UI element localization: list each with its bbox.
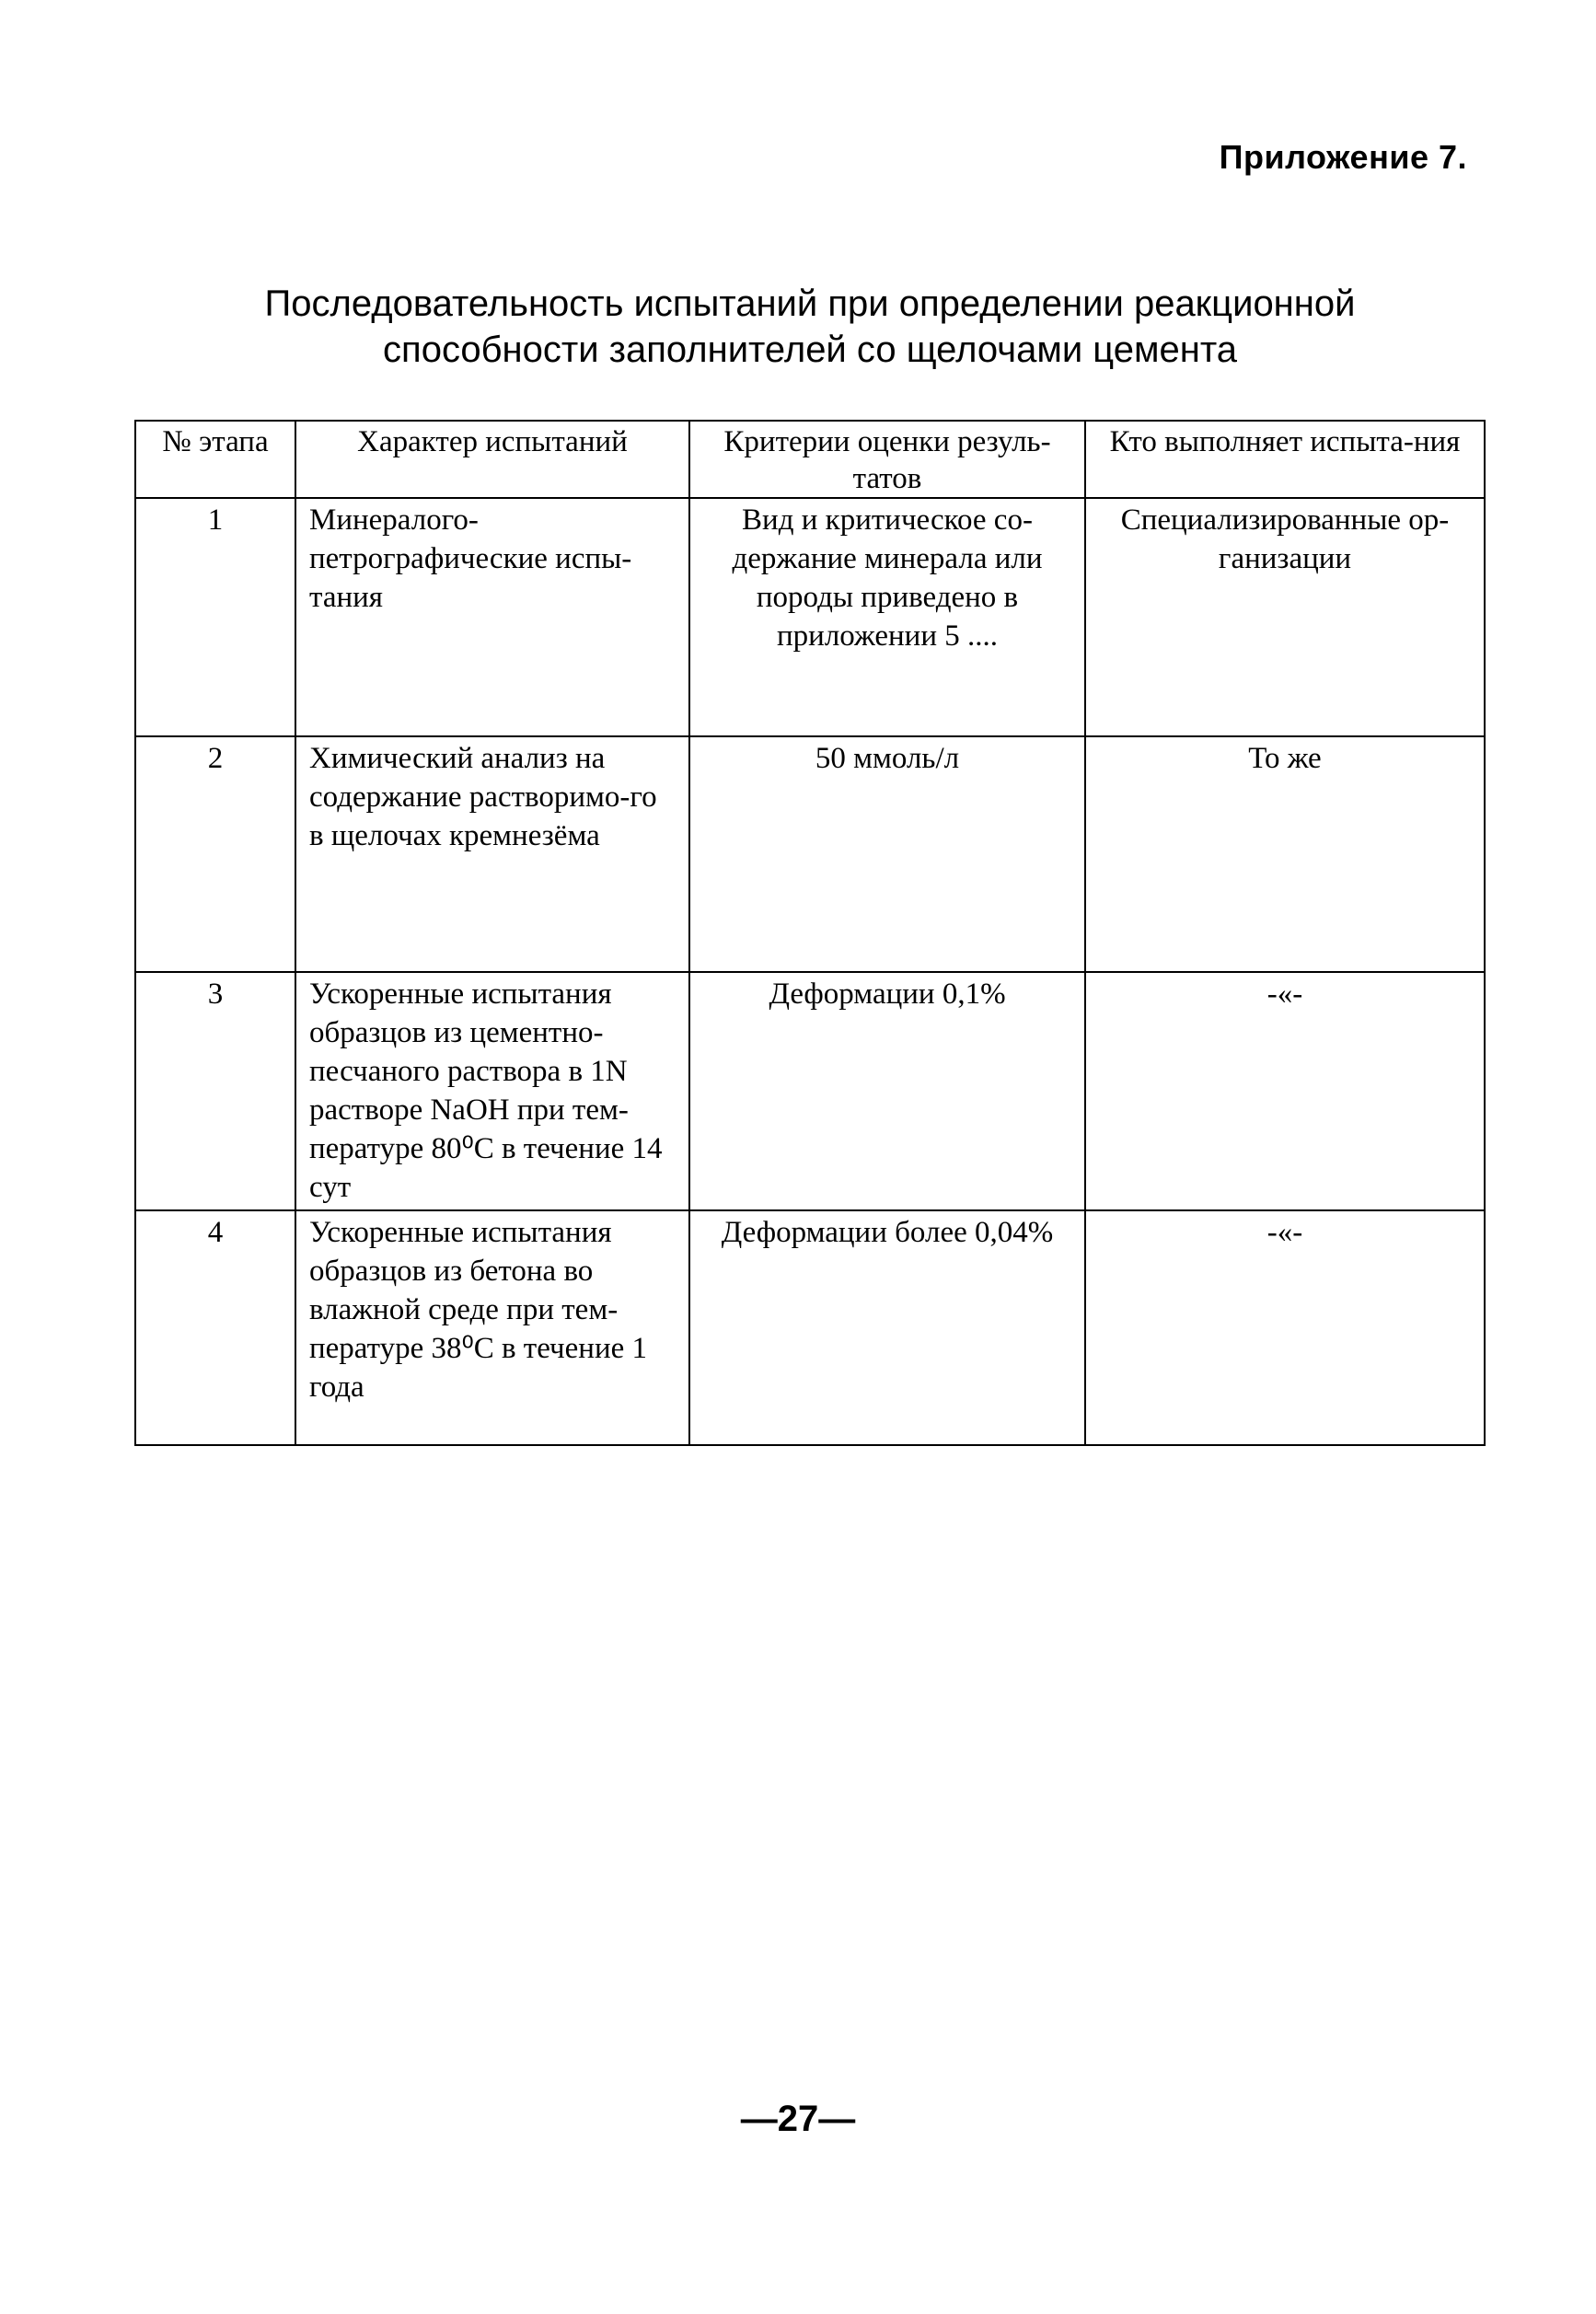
page-number: —27— [740, 2099, 856, 2139]
column-header-performer: Кто выполняет испыта-ния [1085, 421, 1485, 498]
test-character-cell: Ускоренные испытания образцов из цементно-песчаного раствора в 1N растворе NaOH при тем-пературе 80⁰С в течение 14 сут [295, 972, 689, 1210]
table-row [135, 972, 1485, 1210]
test-character-cell: Минералого-петрографические испы-тания [295, 498, 689, 736]
performer-cell: -«- [1085, 1210, 1485, 1445]
column-header-stage-number: № этапа [135, 421, 295, 498]
document-title [129, 281, 1491, 373]
stage-number-cell: 4 [135, 1210, 295, 1445]
table-header-row [135, 421, 1485, 498]
evaluation-criteria-cell: Деформации более 0,04% [689, 1210, 1085, 1445]
performer-cell: -«- [1085, 972, 1485, 1210]
test-character-cell: Ускоренные испытания образцов из бетона во влажной среде при тем-пературе 38⁰С в течение 1 года [295, 1210, 689, 1445]
performer-cell: То же [1085, 736, 1485, 972]
test-sequence-table [134, 420, 1486, 1446]
appendix-label: Приложение 7. [1219, 138, 1467, 176]
test-character-cell: Химический анализ на содержание растворимо-го в щелочах кремнезёма [295, 736, 689, 972]
document-title-line-2: способности заполнителей со щелочами цемента [383, 330, 1237, 370]
table-row [135, 498, 1485, 736]
table-row [135, 736, 1485, 972]
table-row [135, 1210, 1485, 1445]
performer-cell: Специализированные ор-ганизации [1085, 498, 1485, 736]
stage-number-cell: 3 [135, 972, 295, 1210]
evaluation-criteria-cell: 50 ммоль/л [689, 736, 1085, 972]
stage-number-cell: 1 [135, 498, 295, 736]
evaluation-criteria-cell: Деформации 0,1% [689, 972, 1085, 1210]
column-header-evaluation-criteria: Критерии оценки резуль-татов [689, 421, 1085, 498]
stage-number-cell: 2 [135, 736, 295, 972]
evaluation-criteria-cell: Вид и критическое со-держание минерала или породы приведено в приложении 5 .... [689, 498, 1085, 736]
document-title-line-1: Последовательность испытаний при определении реакционной [264, 283, 1356, 324]
column-header-test-character: Характер испытаний [295, 421, 689, 498]
